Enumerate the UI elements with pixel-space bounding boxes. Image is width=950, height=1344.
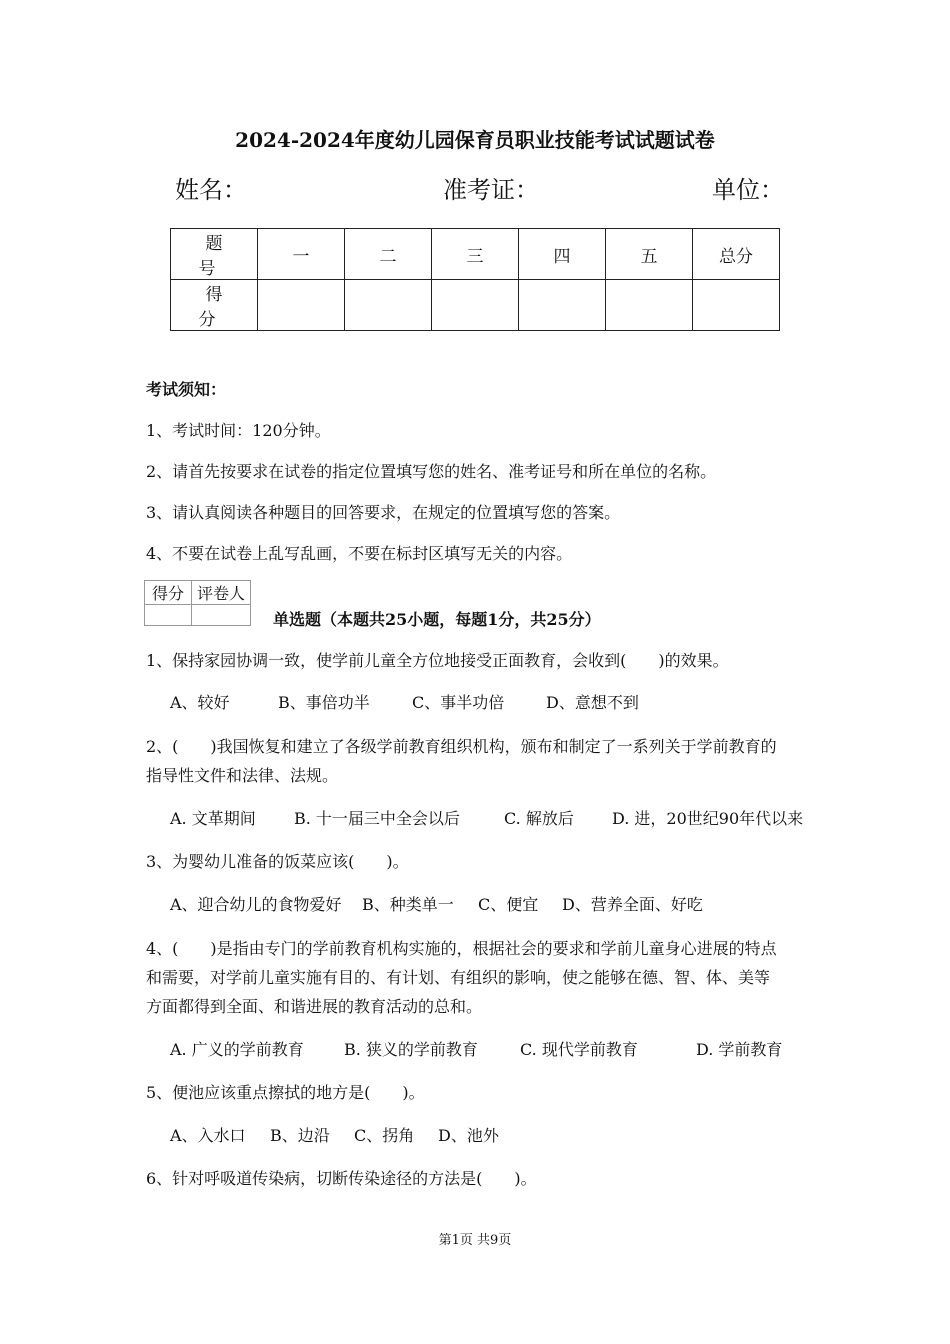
question-option: B. 十一届三中全会以后 [294,809,460,828]
question-option: B、事倍功半 [278,693,370,712]
question-option: C. 解放后 [504,809,574,828]
exam-title: 2024-2024年度幼儿园保育员职业技能考试试题试卷 [235,128,715,152]
score-cell [345,280,432,331]
notice-item: 2、请首先按要求在试卷的指定位置填写您的姓名、准考证号和所在单位的名称。 [146,462,717,481]
question-option: A. 广义的学前教育 [170,1040,304,1059]
score-header-cell: 二 [345,229,432,280]
question-option: B、种类单一 [362,895,454,914]
notice-item: 3、请认真阅读各种题目的回答要求，在规定的位置填写您的答案。 [146,503,621,522]
question-option: A、入水口 [170,1126,246,1145]
question-option: D、意想不到 [546,693,639,712]
grader-name-label: 评卷人 [192,581,251,605]
question-stem: 6、针对呼吸道传染病，切断传染途径的方法是( )。 [146,1169,537,1188]
question-option: A、较好 [170,693,230,712]
question-stem: 指导性文件和法律、法规。 [146,766,339,785]
notice-heading: 考试须知： [146,380,227,399]
grader-score-cell [145,605,192,626]
question-stem: 和需要，对学前儿童实施有目的、有计划、有组织的影响，使之能够在德、智、体、美等 [146,968,771,987]
unit-label: 单位： [712,176,784,204]
question-option: C、事半功倍 [412,693,505,712]
score-table [170,228,780,331]
question-stem: 5、便池应该重点擦拭的地方是( )。 [146,1083,425,1102]
question-option: B、边沿 [270,1126,330,1145]
notice-item: 1、考试时间：120分钟。 [146,421,331,440]
score-cell [606,280,693,331]
name-label: 姓名： [175,176,247,204]
question-option: C. 现代学前教育 [520,1040,638,1059]
question-option: D. 进，20世纪90年代以来 [612,809,804,828]
question-option: D、池外 [438,1126,499,1145]
score-cell [258,280,345,331]
score-header-cell: 五 [606,229,693,280]
score-header-cell: 总分 [693,229,780,280]
question-option: D. 学前教育 [696,1040,783,1059]
score-table-score-row [171,280,780,331]
score-header-cell: 三 [432,229,519,280]
question-option: C、拐角 [354,1126,415,1145]
score-table-header-row [171,229,780,280]
question-option: D、营养全面、好吃 [562,895,703,914]
question-stem: 4、( )是指由专门的学前教育机构实施的，根据社会的要求和学前儿童身心进展的特点 [146,939,777,958]
score-header-cell: 题 号 [171,229,258,280]
exam-id-label: 准考证： [443,176,539,204]
score-cell [519,280,606,331]
score-header-cell: 一 [258,229,345,280]
question-option: A. 文革期间 [170,809,256,828]
score-cell [693,280,780,331]
question-option: B. 狭义的学前教育 [344,1040,478,1059]
page-footer: 第1页 共9页 [438,1233,512,1248]
score-cell [432,280,519,331]
notice-item: 4、不要在试卷上乱写乱画，不要在标封区填写无关的内容。 [146,544,573,563]
question-stem: 1、保持家园协调一致，使学前儿童全方位地接受正面教育，会收到( )的效果。 [146,651,729,670]
grader-box [144,580,251,626]
grader-score-label: 得分 [145,581,192,605]
question-stem: 方面都得到全面、和谐进展的教育活动的总和。 [146,997,483,1016]
question-stem: 3、为婴幼儿准备的饭菜应该( )。 [146,852,409,871]
score-row-label: 得 分 [171,280,258,331]
question-option: A、迎合幼儿的食物爱好 [170,895,342,914]
grader-name-cell [192,605,251,626]
score-header-cell: 四 [519,229,606,280]
section-title: 单选题（本题共25小题，每题1分，共25分） [273,610,601,629]
question-option: C、便宜 [478,895,539,914]
question-stem: 2、( )我国恢复和建立了各级学前教育组织机构，颁布和制定了一系列关于学前教育的 [146,737,777,756]
